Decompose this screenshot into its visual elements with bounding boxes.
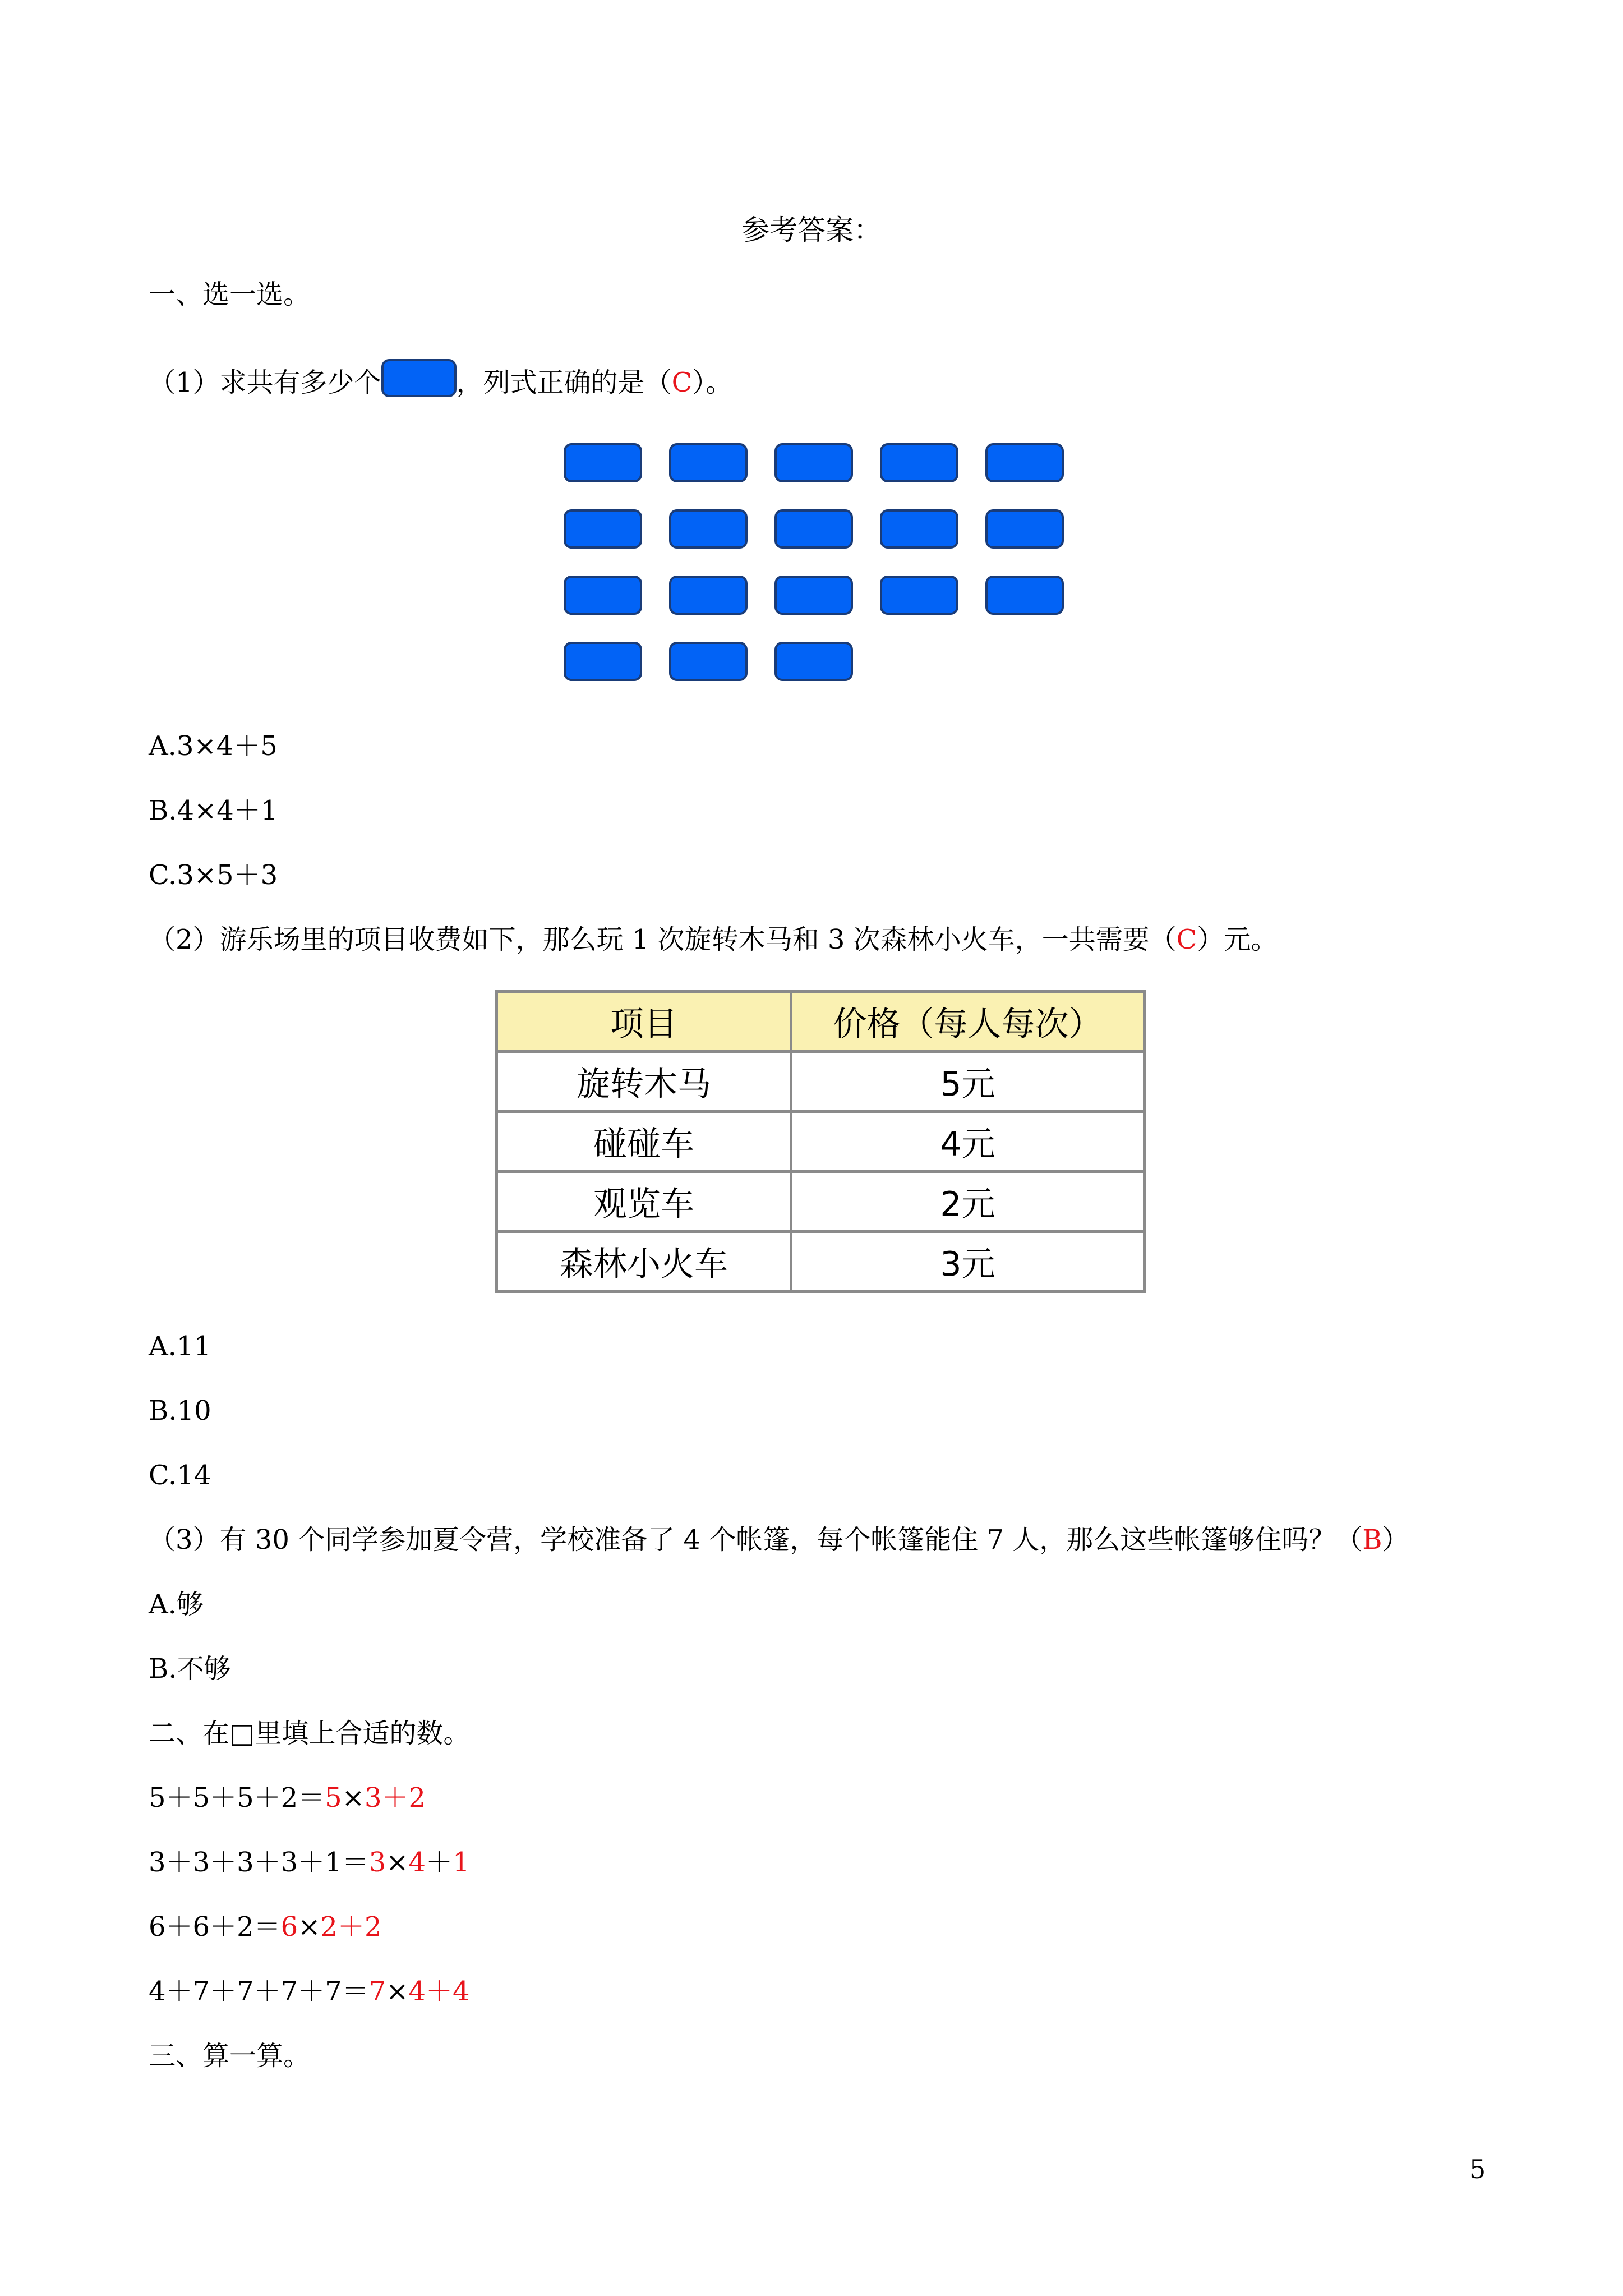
equation-answer: 2 — [408, 1782, 426, 1814]
equation-answer: 3 — [364, 1782, 382, 1814]
q1-suffix-before: ，列式正确的是（ — [456, 367, 672, 398]
blue-block — [985, 509, 1064, 549]
equation-operator: ＋ — [426, 1976, 453, 2007]
q2-option-b: B.10 — [149, 1395, 211, 1427]
equation-answer: 1 — [453, 1847, 470, 1878]
price-table — [495, 990, 1146, 1293]
table-cell: 2元 — [791, 1172, 1145, 1232]
q1-option-a: A.3×4＋5 — [149, 730, 278, 762]
equation-answer: 2 — [364, 1911, 382, 1943]
q3-prefix: （3）有 30 个同学参加夏令营，学校准备了 4 个帐篷，每个帐篷能住 7 人，那么这些帐篷够住吗？（ — [149, 1524, 1363, 1556]
table-header-item: 项目 — [497, 992, 791, 1052]
equation-answer: 4 — [408, 1976, 426, 2007]
equation-operator: × — [386, 1847, 409, 1878]
blue-block — [774, 576, 853, 615]
equation-left: 3＋3＋3＋3＋1＝ — [149, 1847, 369, 1878]
blue-block — [774, 509, 853, 549]
equation-row — [149, 1846, 470, 1879]
equation-operator: ＋ — [381, 1782, 409, 1814]
table-cell: 5元 — [791, 1052, 1145, 1112]
q2-prefix: （2）游乐场里的项目收费如下，那么玩 1 次旋转木马和 3 次森林小火车，一共需要（ — [149, 924, 1177, 955]
section3-heading: 三、算一算。 — [149, 2040, 311, 2072]
table-row — [497, 1112, 1145, 1172]
blue-block — [985, 576, 1064, 615]
q3-text — [149, 1523, 1409, 1557]
blue-block — [880, 509, 958, 549]
table-cell: 观览车 — [497, 1172, 791, 1232]
table-row — [497, 1172, 1145, 1232]
q1-option-c: C.3×5＋3 — [149, 859, 278, 891]
blue-block — [880, 576, 958, 615]
equation-answer: 7 — [368, 1976, 386, 2007]
q2-suffix: ）元。 — [1197, 924, 1278, 955]
blue-block — [564, 509, 642, 549]
equation-answer: 4 — [408, 1847, 426, 1878]
page-number: 5 — [1469, 2154, 1486, 2184]
table-cell: 碰碰车 — [497, 1112, 791, 1172]
blue-block — [880, 443, 958, 482]
blue-block — [669, 642, 748, 681]
q3-answer: B — [1362, 1524, 1382, 1556]
table-row — [497, 1052, 1145, 1112]
q3-option-a: A.够 — [149, 1589, 204, 1620]
equation-row — [149, 1910, 382, 1944]
blue-block — [564, 576, 642, 615]
blue-block — [669, 443, 748, 482]
section1-heading: 一、选一选。 — [149, 279, 311, 310]
equation-answer: 4 — [453, 1976, 470, 2007]
equation-left: 4＋7＋7＋7＋7＝ — [149, 1976, 369, 2007]
q1-text — [149, 359, 732, 399]
blue-block — [774, 443, 853, 482]
blue-rectangle-icon — [381, 359, 457, 397]
blue-block — [669, 509, 748, 549]
table-row — [497, 1232, 1145, 1292]
q3-suffix: ） — [1382, 1524, 1409, 1556]
section2-heading: 二、在□里填上合适的数。 — [149, 1718, 471, 1749]
q2-option-a: A.11 — [149, 1331, 211, 1362]
equation-answer: 3 — [368, 1847, 386, 1878]
equation-answer: 6 — [280, 1911, 298, 1943]
equation-operator: ＋ — [337, 1911, 365, 1943]
equation-answer: 5 — [325, 1782, 342, 1814]
q1-prefix: （1）求共有多少个 — [149, 367, 381, 398]
table-cell: 3元 — [791, 1232, 1145, 1292]
q1-option-b: B.4×4＋1 — [149, 795, 278, 826]
equation-answer: 2 — [320, 1911, 338, 1943]
table-cell: 旋转木马 — [497, 1052, 791, 1112]
equation-row — [149, 1781, 426, 1815]
blue-block — [564, 443, 642, 482]
equation-left: 6＋6＋2＝ — [149, 1911, 281, 1943]
q1-suffix-after: ）。 — [692, 367, 733, 398]
equation-operator: ＋ — [426, 1847, 453, 1878]
q2-option-c: C.14 — [149, 1460, 211, 1491]
page-title: 参考答案： — [741, 214, 882, 246]
q1-answer: C — [671, 367, 693, 398]
q2-answer: C — [1176, 924, 1197, 955]
q2-text — [149, 923, 1278, 956]
blue-block — [774, 642, 853, 681]
blue-block — [985, 443, 1064, 482]
table-cell: 4元 — [791, 1112, 1145, 1172]
table-header-price: 价格（每人每次） — [791, 992, 1145, 1052]
equation-operator: × — [386, 1976, 409, 2007]
table-cell: 森林小火车 — [497, 1232, 791, 1292]
table-header-row — [497, 992, 1145, 1052]
q3-option-b: B.不够 — [149, 1653, 231, 1685]
equation-operator: × — [298, 1911, 321, 1943]
blue-block — [669, 576, 748, 615]
equation-operator: × — [342, 1782, 365, 1814]
equation-row — [149, 1975, 470, 2008]
blue-block — [564, 642, 642, 681]
equation-left: 5＋5＋5＋2＝ — [149, 1782, 325, 1814]
